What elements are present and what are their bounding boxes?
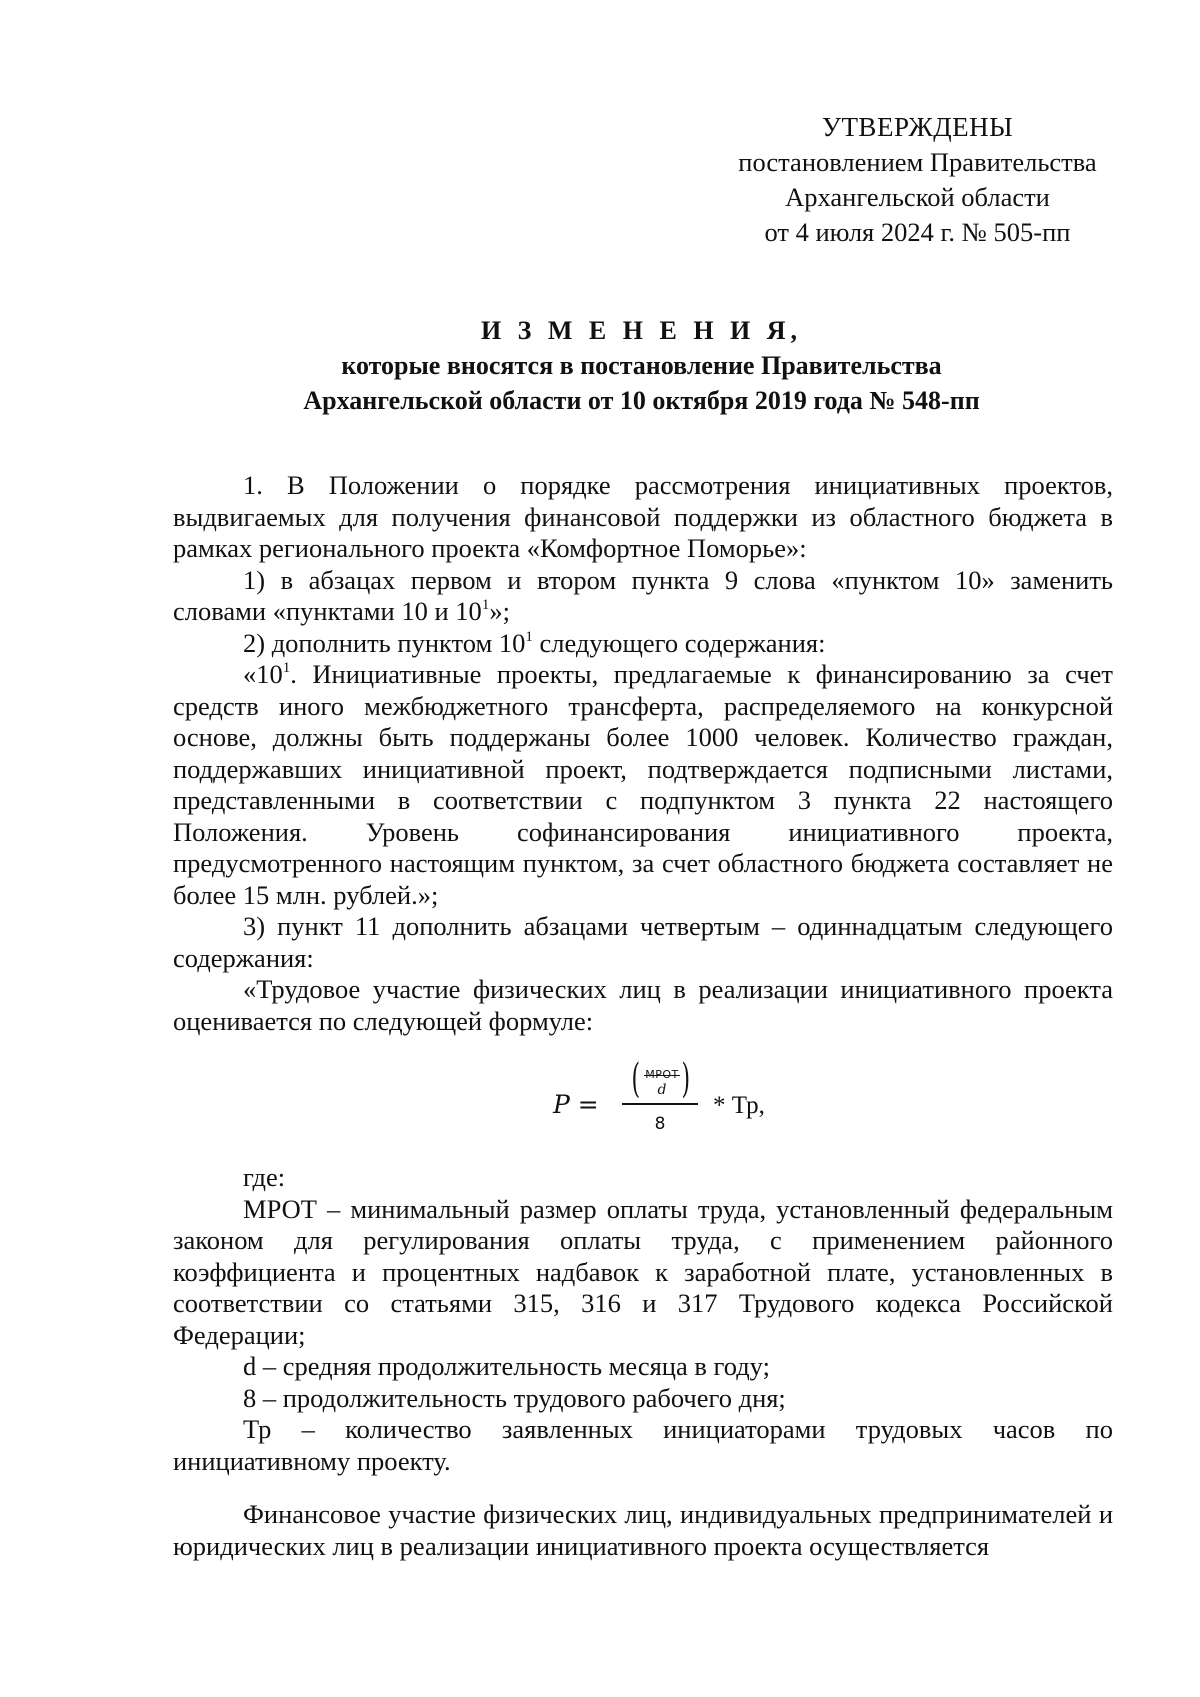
paragraph-4-tail: . Инициативные проекты, предлагаемые к финансированию за счет средств иного межбюджетного трансферта, распределяемого на конкурсной основе, должны быть поддержаны более 1000 человек. Количество граждан, поддержавших инициативной проект, подтверждается подписными листами, представленными в соответствии с подпунктом 3 пункта 22 настоящего Положения. Уровень софинансирования инициативного проекта, предусмотренного настоящим пунктом, за счет областного бюджета составляет не более 15 млн. рублей.»; [173,659,1113,910]
paragraph-9: d – средняя продолжительность месяца в году; [243,1351,770,1381]
approval-line-3: от 4 июля 2024 г. № 505-пп [764,217,1071,247]
approval-heading: УТВЕРЖДЕНЫ [821,112,1014,142]
document-body [173,470,1113,1562]
formula-denominator: 8 [654,1114,666,1134]
paragraph-4-text: «10 [243,659,283,689]
formula-lhs: P = [553,1090,599,1119]
title-word: И З М Е Н Е Н И Я, [480,316,803,345]
paragraph-1: 1. В Положении о порядке рассмотрения инициативных проектов, выдвигаемых для получения финансовой поддержки из областного бюджета в рамках регионального проекта «Комфортное Поморье»: [173,470,1113,563]
paragraph-3 [173,628,1113,660]
paragraph-11: Тр – количество заявленных инициаторами трудовых часов по инициативному проекту. [173,1414,1113,1476]
formula-numerator-bottom: d [657,1082,667,1098]
formula [173,1037,1113,1162]
approval-block [725,110,1110,250]
approval-line-1: постановлением Правительства [738,147,1097,177]
main-fraction-bar [622,1103,698,1105]
paragraph-5: 3) пункт 11 дополнить абзацами четвертым – одиннадцатым следующего содержания: [173,911,1113,973]
paragraph-12: Финансовое участие физических лиц, индивидуальных предпринимателей и юридических лиц в реализации инициативного проекта осуществляется [173,1499,1113,1561]
formula-rhs: * Тр, [713,1092,765,1119]
paragraph-2-tail: »; [489,596,510,626]
paragraph-8: МРОТ – минимальный размер оплаты труда, установленный федеральным законом для регулирования оплаты труда, с применением районного коэффициента и процентных надбавок к заработной плате, установленных в соответствии со статьями 315, 316 и 317 Трудового кодекса Российской Федерации; [173,1193,1113,1350]
approval-line-2: Архангельской области [785,182,1050,212]
paragraph-2 [173,565,1113,628]
formula-fraction [616,1057,706,1137]
paragraph-7: где: [243,1162,286,1192]
paragraph-6: «Трудовое участие физических лиц в реализации инициативного проекта оценивается по следующей формуле: [173,974,1113,1036]
left-paren: ( [631,1056,641,1102]
title-line-1: которые вносятся в постановление Правительства [341,351,942,380]
right-paren: ) [681,1056,691,1102]
paragraph-3-tail: следующего содержания: [532,627,826,658]
superscript: 1 [525,628,533,645]
paragraph-3-text: 2) дополнить пунктом 10 [243,627,526,658]
document-title [170,313,1113,418]
paragraph-2-text: 1) в абзацах первом и втором пункта 9 слова «пунктом 10» заменить словами «пунктами 10 и 10 [173,564,1113,626]
title-line-2: Архангельской области от 10 октября 2019 года № 548-пп [303,386,980,415]
superscript: 1 [481,597,490,613]
paragraph-4 [173,659,1113,911]
paragraph-10: 8 – продолжительность трудового рабочего дня; [243,1382,786,1413]
superscript: 1 [282,660,291,676]
